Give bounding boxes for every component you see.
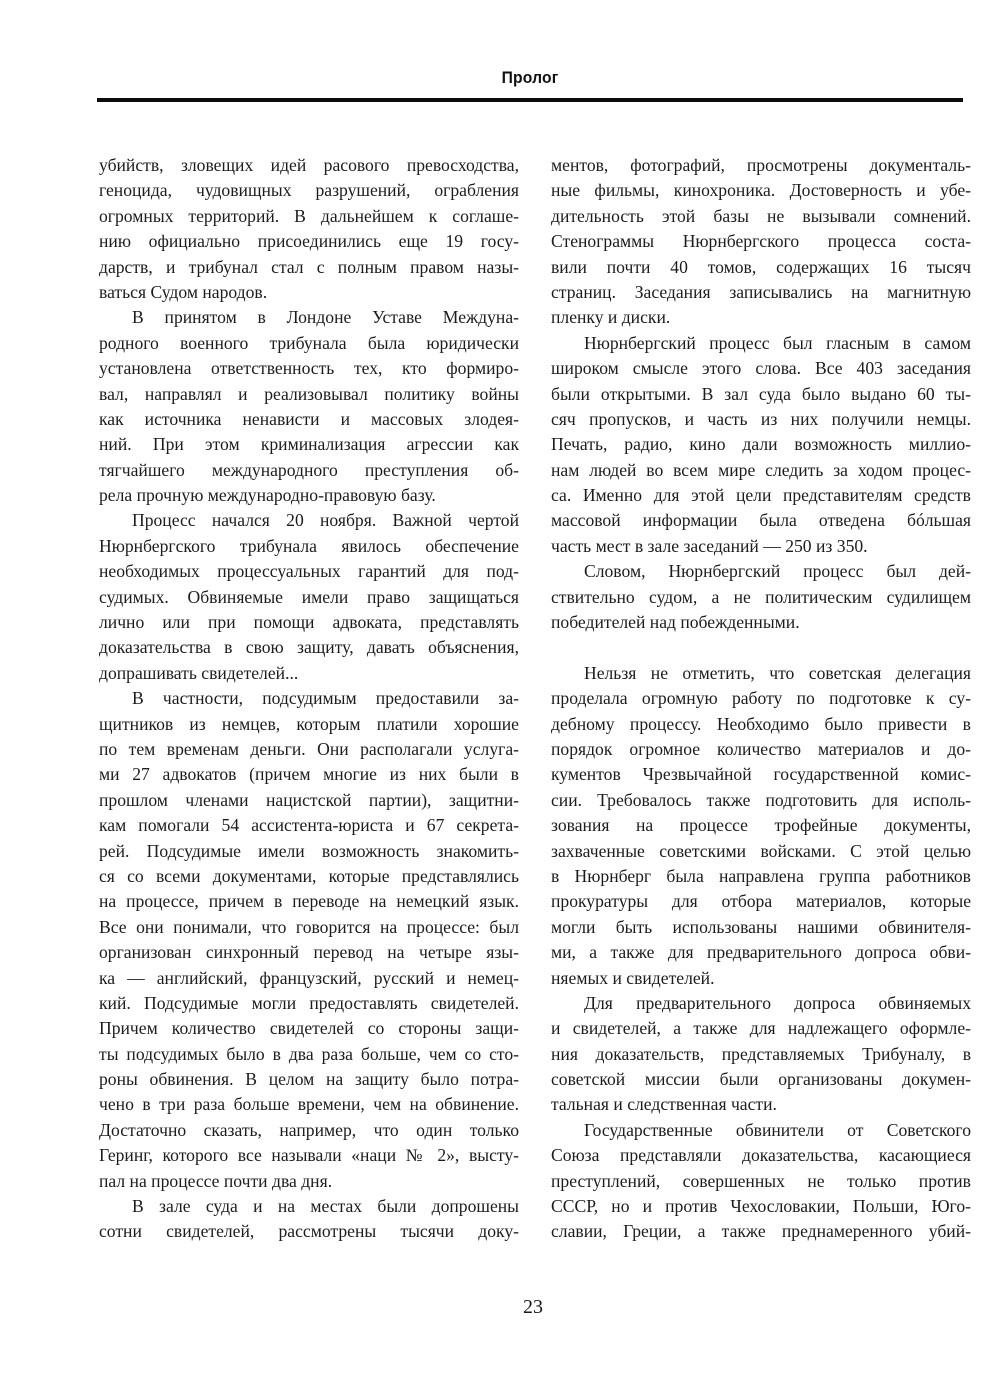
text-line: ми 27 адвокатов (причем многие из них были в — [99, 764, 519, 785]
text-line: установлена ответственность тех, кто формиро- — [99, 358, 519, 379]
text-line: кументов Чрезвычайной государственной комис- — [551, 764, 971, 785]
text-line: допрашивать свидетелей... — [99, 662, 299, 683]
text-line: ний. При этом криминализация агрессии как — [99, 434, 519, 455]
text-line: чено в три раза больше времени, чем на обвинение. — [99, 1094, 519, 1115]
text-line: ваться Судом народов. — [99, 281, 268, 302]
text-line: Все они понимали, что говорится на процессе: был — [99, 916, 519, 937]
text-line: могли быть использованы нашими обвинителя- — [551, 916, 971, 937]
text-line: необходимых процессуальных гарантий для под- — [99, 561, 519, 582]
text-line: по тем временам деньги. Они располагали услуга- — [99, 738, 519, 759]
text-line: вал, направлял и реализовывал политику войны — [99, 383, 519, 404]
text-line: ми, а также для предварительного допроса обви- — [551, 942, 971, 963]
text-line: СССР, но и против Чехословакии, Польши, Юго- — [551, 1196, 971, 1217]
text-line: ментов, фотографий, просмотрены документаль- — [551, 155, 971, 175]
text-line: Геринг, которого все называли «наци № 2», высту- — [99, 1145, 519, 1166]
text-line: как источника ненависти и массовых злодея- — [99, 408, 519, 429]
text-line: Процесс начался 20 ноября. Важной чертой — [132, 510, 519, 531]
text-line: доказательства в свою защиту, давать объяснения, — [99, 637, 519, 658]
text-line: рей. Подсудимые имели возможность знакомить- — [99, 840, 519, 861]
text-line: са. Именно для этой цели представителям средств — [551, 485, 971, 506]
text-line: Нюрнбергского трибунала явилось обеспечение — [99, 535, 519, 556]
text-line: победителей над побежденными. — [551, 612, 800, 633]
text-line: Для предварительного допроса обвиняемых — [584, 992, 971, 1013]
text-line: лично или при помощи адвоката, представлять — [99, 612, 519, 633]
text-column-right — [551, 153, 971, 1245]
text-line: страниц. Заседания записывались на магнитную — [551, 281, 971, 302]
text-line: ные фильмы, кинохроника. Достоверность и убе- — [551, 180, 971, 201]
text-line: часть мест в зале заседаний — 250 из 350. — [551, 535, 868, 556]
text-line: нам людей во всем мире следить за ходом процес- — [551, 459, 971, 480]
text-line: убийств, зловещих идей расового превосходства, — [99, 155, 519, 175]
text-line: В частности, подсудимым предоставили за- — [132, 688, 519, 709]
text-line: вили почти 40 томов, содержащих 16 тысяч — [551, 256, 971, 277]
text-line: славии, Греции, а также преднамеренного убий- — [551, 1221, 971, 1242]
text-line: были открытыми. В зал суда было выдано 60 ты- — [551, 383, 971, 404]
text-line: дебному процессу. Необходимо было привести в — [551, 713, 971, 734]
page-number-container — [0, 1296, 1000, 1319]
text-line: преступлений, совершенных не только против — [551, 1170, 971, 1191]
header-rule — [97, 98, 963, 102]
running-head-title: Пролог — [501, 68, 559, 87]
text-line: кам помогали 54 ассистента-юриста и 67 секрета- — [99, 815, 519, 836]
text-line: тальная и следственная части. — [551, 1094, 777, 1115]
text-line: пал на процессе почти два дня. — [99, 1170, 333, 1191]
text-line: ка — английский, французский, русский и немец- — [99, 967, 519, 988]
text-line: Стенограммы Нюрнбергского процесса соста- — [551, 231, 971, 252]
text-line: нию официально присоединились еще 19 госу- — [99, 231, 519, 252]
text-line: сяч пропусков, и часть из них получили немцы. — [551, 408, 971, 429]
text-line: на процессе, причем в переводе на немецкий язык. — [99, 891, 519, 912]
text-line: Союза представляли доказательства, касающиеся — [551, 1145, 971, 1166]
text-line: ния доказательств, представляемых Трибуналу, в — [551, 1043, 971, 1064]
text-line: и свидетелей, а также для надлежащего оформле- — [551, 1018, 971, 1039]
paragraph-gap — [551, 635, 971, 660]
text-line: В принятом в Лондоне Уставе Междуна- — [132, 307, 519, 328]
text-column-left — [99, 153, 519, 1245]
text-line: ты подсудимых было в два раза больше, чем со сто- — [99, 1043, 519, 1064]
text-line: судимых. Обвиняемые имели право защищаться — [99, 586, 519, 607]
text-line: кий. Подсудимые могли предоставлять свидетелей. — [99, 992, 519, 1013]
text-line: широком смысле этого слова. Все 403 заседания — [551, 358, 971, 379]
text-line: пленку и диски. — [551, 307, 671, 328]
text-line: Печать, радио, кино дали возможность миллио- — [551, 434, 971, 455]
text-line: роны обвинения. В целом на защиту было потра- — [99, 1069, 519, 1090]
text-line: няемых и свидетелей. — [551, 967, 715, 988]
text-line: советской миссии были организованы докумен- — [551, 1069, 971, 1090]
text-line: Причем количество свидетелей со стороны защи- — [99, 1018, 519, 1039]
text-line: Достаточно сказать, например, что один только — [99, 1119, 519, 1140]
text-line: проделала огромную работу по подготовке к су- — [551, 688, 971, 709]
text-line: ся со всеми документами, которые представлялись — [99, 865, 519, 886]
text-line: организован синхронный перевод на четыре язы- — [99, 942, 519, 963]
text-line: сотни свидетелей, рассмотрены тысячи доку- — [99, 1221, 519, 1242]
text-line: массовой информации была отведена бóльшая — [551, 510, 971, 531]
text-line: щитников из немцев, которым платили хорошие — [99, 713, 519, 734]
text-line: геноцида, чудовищных разрушений, ограбления — [99, 180, 519, 201]
text-line: Нюрнбергский процесс был гласным в самом — [584, 332, 971, 353]
text-line: порядок огромное количество материалов и до- — [551, 738, 971, 759]
text-line: Нельзя не отметить, что советская делегация — [584, 662, 971, 683]
text-line: дительность этой базы не вызывали сомнений. — [551, 205, 971, 226]
text-line: прошлом членами нацистской партии), защитни- — [99, 789, 519, 810]
text-line: ствительно судом, а не политическим судилищем — [551, 586, 971, 607]
text-line: захваченные советскими войсками. С этой целью — [551, 840, 971, 861]
text-line: Словом, Нюрнбергский процесс был дей- — [584, 561, 971, 582]
page-number: 23 — [523, 1296, 543, 1318]
text-line: зования на процессе трофейные документы, — [551, 815, 971, 836]
text-line: дарств, и трибунал стал с полным правом назы- — [99, 256, 519, 277]
text-line: в Нюрнберг была направлена группа работников — [551, 865, 971, 886]
text-line: огромных территорий. В дальнейшем к соглаше- — [99, 205, 519, 226]
text-line: В зале суда и на местах были допрошены — [132, 1196, 519, 1217]
text-line: Государственные обвинители от Советского — [584, 1119, 971, 1140]
text-line: родного военного трибунала была юридически — [99, 332, 519, 353]
text-line: тягчайшего международного преступления об- — [99, 459, 519, 480]
text-line: рела прочную международно-правовую базу. — [99, 485, 436, 506]
text-line: сии. Требовалось также подготовить для исполь- — [551, 789, 971, 810]
text-line: прокуратуры для отбора материалов, которые — [551, 891, 971, 912]
